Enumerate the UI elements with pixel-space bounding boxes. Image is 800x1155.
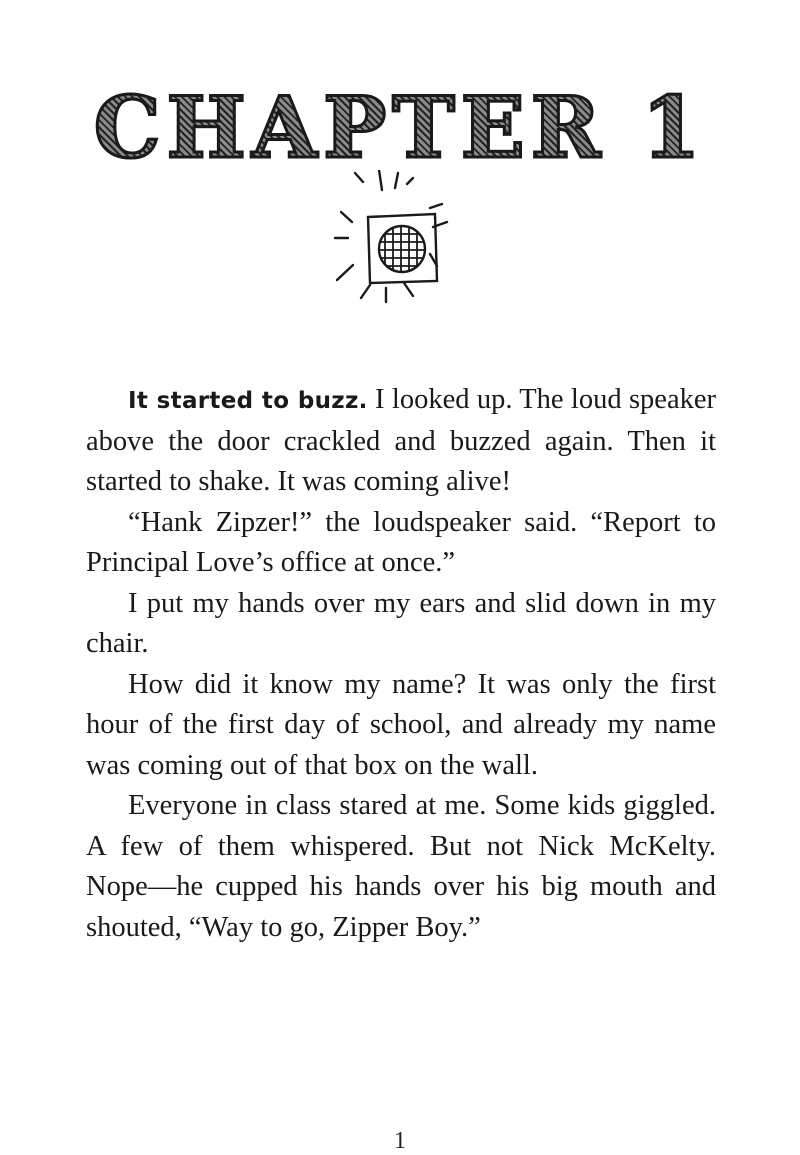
paragraph-text: I looked up. The loud speaker above the door crackled and buzzed again. Then it started to shake. It was coming alive! <box>86 384 716 497</box>
paragraph-3 <box>86 584 716 665</box>
lead-in-text: It started to buzz. <box>128 388 368 414</box>
loudspeaker-icon <box>325 170 475 305</box>
paragraph-2 <box>86 503 716 584</box>
page-number: 1 <box>394 1128 406 1154</box>
paragraph-5 <box>86 786 716 948</box>
paragraph-text: “Hank Zipzer!” the loudspeaker said. “Report to Principal Love’s office at once.” <box>86 506 716 578</box>
paragraph-1 <box>86 380 716 503</box>
chapter-body <box>86 380 716 948</box>
paragraph-text: I put my hands over my ears and slid down in my chair. <box>86 587 716 659</box>
paragraph-4 <box>86 665 716 787</box>
paragraph-text: Everyone in class stared at me. Some kids giggled. A few of them whispered. But not Nick McKelty. Nope—he cupped his hands over his big mouth and shouted, “Way to go, Zipper Boy.” <box>86 790 716 943</box>
chapter-heading: CHAPTER 1 <box>0 78 800 178</box>
paragraph-text: How did it know my name? It was only the first hour of the first day of school, and already my name was coming out of that box on the wall. <box>86 668 716 781</box>
